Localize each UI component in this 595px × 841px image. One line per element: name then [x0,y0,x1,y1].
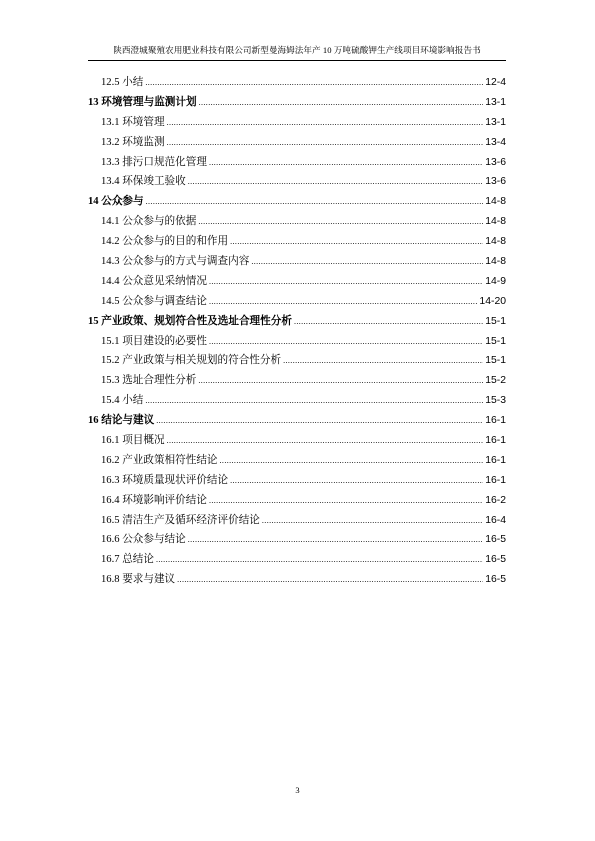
toc-entry-page: 13-6 [485,176,506,188]
toc-section-entry[interactable] [88,511,506,531]
toc-entry-page: 16-5 [485,574,506,586]
toc-dot-leader [220,451,484,471]
toc-entry-page: 16-5 [485,534,506,546]
toc-entry-title: 15.2 产业政策与相关规划的符合性分析 [101,355,282,367]
toc-dot-leader [145,391,483,411]
toc-entry-page: 14-20 [479,295,506,307]
toc-dot-leader [146,192,484,212]
toc-entry-title: 16.1 项目概况 [101,435,165,447]
toc-dot-leader [156,550,483,570]
toc-entry-title: 16.7 总结论 [101,554,154,566]
toc-entry-page: 16-2 [485,494,506,506]
toc-entry-title: 13.3 排污口规范化管理 [101,156,207,168]
toc-entry-page: 14-8 [485,216,506,228]
toc-dot-leader [167,431,484,451]
toc-entry-title: 16.3 环境质量现状评价结论 [101,474,229,486]
toc-entry-page: 14-8 [485,196,506,208]
toc-dot-leader [188,530,483,550]
toc-section-entry[interactable] [88,153,506,173]
toc-section-entry[interactable] [88,113,506,133]
toc-dot-leader [209,292,477,312]
toc-entry-title: 15.3 选址合理性分析 [101,375,197,387]
toc-entry-page: 14-8 [485,256,506,268]
toc-entry-title: 15.4 小结 [101,395,144,407]
toc-entry-title: 15.1 项目建设的必要性 [101,335,207,347]
toc-dot-leader [167,113,484,133]
toc-dot-leader [156,411,483,431]
toc-entry-title: 16 结论与建议 [88,415,155,427]
header-rule [88,60,506,61]
toc-entry-page: 16-1 [485,454,506,466]
toc-entry-page: 16-1 [485,415,506,427]
toc-chapter-entry[interactable] [88,312,506,332]
toc-section-entry[interactable] [88,351,506,371]
toc-entry-page: 16-5 [485,554,506,566]
toc-dot-leader [188,172,483,192]
toc-entry-title: 16.4 环境影响评价结论 [101,494,207,506]
toc-entry-title: 14.3 公众参与的方式与调查内容 [101,256,250,268]
toc-entry-page: 13-6 [485,156,506,168]
toc-section-entry[interactable] [88,272,506,292]
toc-entry-page: 13-4 [485,136,506,148]
toc-dot-leader [283,351,483,371]
toc-entry-page: 14-9 [485,275,506,287]
toc-section-entry[interactable] [88,212,506,232]
toc-entry-title: 13.1 环境管理 [101,116,165,128]
toc-entry-title: 12.5 小结 [101,77,144,88]
toc-section-entry[interactable] [88,172,506,192]
toc-section-entry[interactable] [88,550,506,570]
toc-dot-leader [145,73,483,93]
toc-dot-leader [209,272,483,292]
toc-chapter-entry[interactable] [88,93,506,113]
toc-entry-page: 15-1 [485,315,506,327]
toc-entry-page: 13-1 [485,116,506,128]
toc-dot-leader [209,332,483,352]
toc-dot-leader [209,153,483,173]
toc-entry-page: 13-1 [485,96,506,108]
toc-entry-title: 16.6 公众参与结论 [101,534,186,546]
toc-entry-title: 13.4 环保竣工验收 [101,176,186,188]
toc-entry-page: 14-8 [485,236,506,248]
toc-dot-leader [199,93,484,113]
toc-entry-title: 14.2 公众参与的目的和作用 [101,236,229,248]
toc-dot-leader [294,312,483,332]
toc-entry-page: 12-4 [485,77,506,88]
toc-section-entry[interactable] [88,471,506,491]
toc-section-entry[interactable] [88,530,506,550]
toc-section-entry[interactable] [88,391,506,411]
toc-section-entry[interactable] [88,292,506,312]
page-number: 3 [295,785,300,795]
toc-entry-page: 15-3 [485,395,506,407]
toc-section-entry[interactable] [88,451,506,471]
toc-section-entry[interactable] [88,570,506,590]
toc-section-entry[interactable] [88,491,506,511]
toc-entry-page: 16-1 [485,474,506,486]
toc-chapter-entry[interactable] [88,411,506,431]
toc-dot-leader [230,232,483,252]
toc-entry-title: 16.8 要求与建议 [101,574,176,586]
toc-section-entry[interactable] [88,73,506,93]
toc-dot-leader [209,491,483,511]
toc-entry-page: 16-4 [485,514,506,526]
toc-section-entry[interactable] [88,431,506,451]
table-of-contents [88,73,506,590]
toc-section-entry[interactable] [88,332,506,352]
toc-entry-page: 15-2 [485,375,506,387]
toc-dot-leader [177,570,483,590]
toc-section-entry[interactable] [88,133,506,153]
toc-entry-title: 14.4 公众意见采纳情况 [101,275,207,287]
toc-entry-title: 15 产业政策、规划符合性及选址合理性分析 [88,315,292,327]
toc-dot-leader [230,471,483,491]
toc-entry-title: 14.1 公众参与的依据 [101,216,197,228]
toc-entry-title: 16.5 清洁生产及循环经济评价结论 [101,514,260,526]
running-header: 陕西澄城聚殖农用肥业科技有限公司新型曼海姆法年产 10 万吨硫酸钾生产线项目环境影响报告书 [113,45,481,55]
toc-chapter-entry[interactable] [88,192,506,212]
toc-section-entry[interactable] [88,252,506,272]
toc-entry-page: 16-1 [485,435,506,447]
toc-entry-page: 15-1 [485,355,506,367]
toc-entry-title: 14.5 公众参与调查结论 [101,295,207,307]
toc-entry-title: 14 公众参与 [88,196,144,208]
toc-section-entry[interactable] [88,232,506,252]
toc-section-entry[interactable] [88,371,506,391]
toc-dot-leader [198,371,483,391]
toc-dot-leader [167,133,484,153]
toc-entry-page: 15-1 [485,335,506,347]
toc-dot-leader [198,212,483,232]
toc-entry-title: 13 环境管理与监测计划 [88,96,197,108]
toc-entry-title: 13.2 环境监测 [101,136,165,148]
toc-entry-title: 16.2 产业政策相符性结论 [101,454,218,466]
toc-dot-leader [251,252,483,272]
toc-dot-leader [262,511,483,531]
